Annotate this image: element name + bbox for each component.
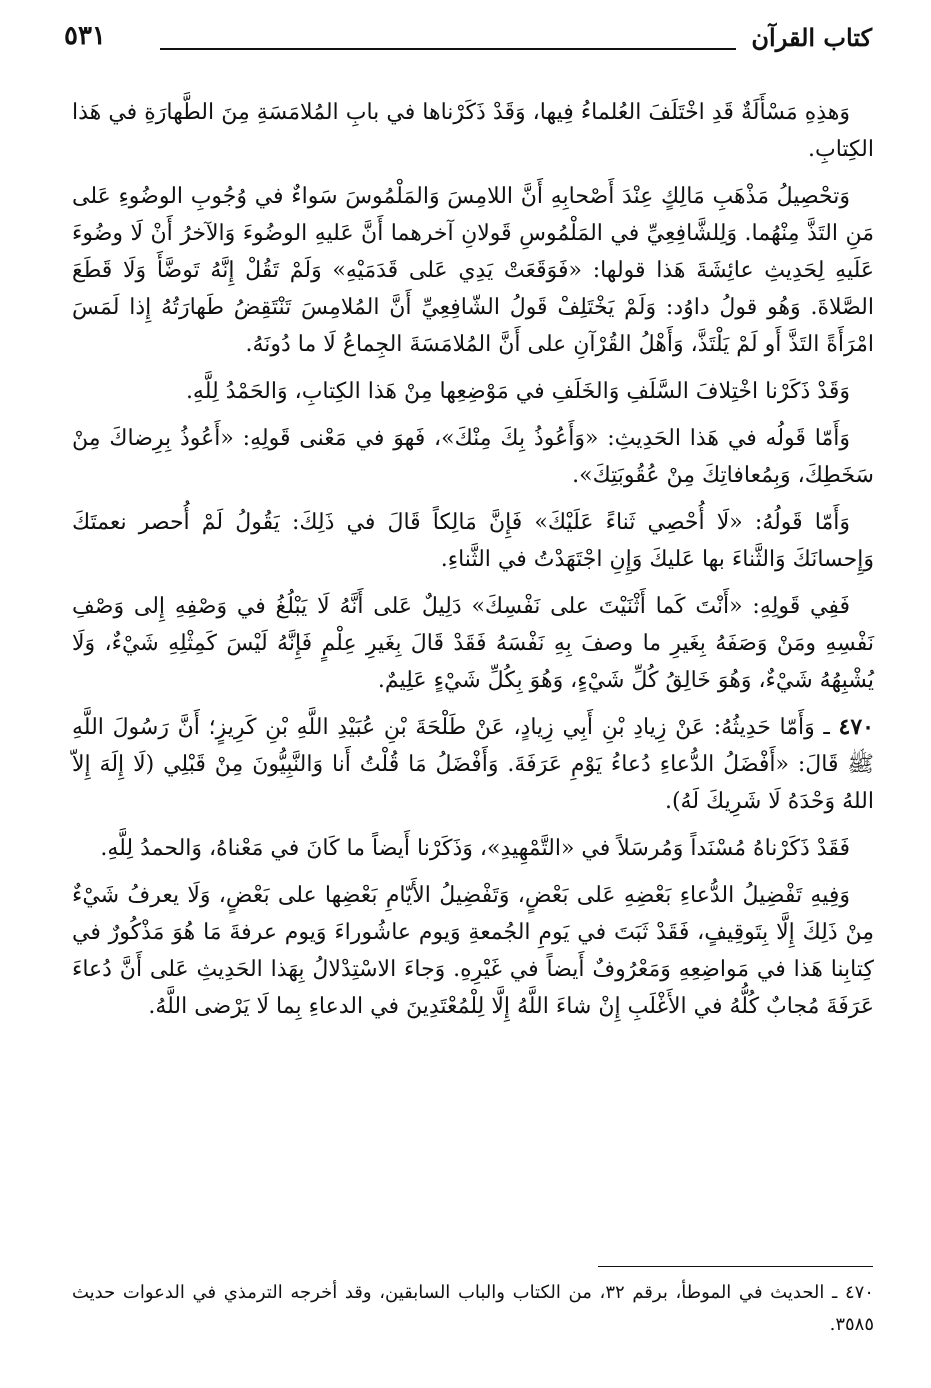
paragraph: وَأَمّا قَولُهُ: «لَا أُحْصِي ثَناءً عَلَيْكَ» فَإِنَّ مَالِكاً قَالَ في ذَلِكَ: يَقُولُ لَمْ أُحصر نعمتَكَ وَإِحسانَكَ وَالثَّناءَ بها عَليكَ وَإِنِ اجْتَهَدْتُ في الثَّناءِ.	[72, 510, 874, 572]
page-header	[64, 18, 872, 58]
paragraph: فَقَدْ ذَكَرْناهُ مُسْنَداً وَمُرسَلاً في «التَّمْهِيدِ»، وَذَكَرْنا أَيضاً ما كَانَ في مَعْناهُ، وَالحمدُ لِلَّهِ.	[100, 836, 850, 861]
footnote-rule	[598, 1266, 873, 1267]
paragraph: فَفِي قَولِهِ: «أَنْتَ كَما أَثْنَيْتَ على نَفْسِكَ» دَلِيلٌ عَلى أَنَّهُ لَا يَبْلُغُ في وَصْفِهِ إِلى وَصْفِ نَفْسِهِ ومَنْ وَصَفَهُ بِغَيرِ ما وصفَ بِهِ نَفْسَهُ فَقَدْ قَالَ بِغَيرِ عِلْمٍ فَإِنَّهُ لَيْسَ كَمِثْلِهِ شَيْءٌ، وَلَا يُشْبِهُهُ شَيْءٌ، وَهُوَ خَالِقُ كُلِّ شَيْءٍ، وَهُوَ بِكُلِّ شَيْءٍ عَلِيمٌ.	[72, 594, 874, 693]
header-rule	[160, 48, 736, 50]
hadith-text: وَأَمّا حَدِيثُهُ: عَنْ زِيادِ بْنِ أَبِي زِيادٍ، عَنْ طَلْحَةَ بْنِ عُبَيْدِ اللَّهِ بْنِ كَرِيزٍ؛ أَنَّ رَسُولَ اللَّهِ ﷺ قَالَ: «أَفْضَلُ الدُّعاءِ دُعاءُ يَوْمِ عَرَفَةَ. وَأَفْضَلُ مَا قُلْتُ أَنا وَالنَّبِيُّونَ مِنْ قَبْلِي (لَا إِلَهَ إِلاّ اللهُ وَحْدَهُ لَا شَرِيكَ لَهُ).	[72, 715, 874, 814]
paragraph: وَتحْصِيلُ مَذْهَبِ مَالِكٍ عِنْدَ أَصْحابِهِ أَنَّ اللامِسَ وَالمَلْمُوسَ سَواءٌ في وُجُوبِ الوضُوءِ عَلى مَنِ التَذَّ مِنْهُما. وَلِلشَّافِعِيِّ في المَلْمُوسِ قَولانِ آخرهما أَنَّ عَليهِ الوضُوءَ وَالآخرُ أَنْ لَا وضُوءَ عَلَيهِ لِحَدِيثِ عائِشَةَ هَذا قولها: «فَوَقَعَتْ يَدِي عَلى قَدَمَيْهِ» وَلَمْ تَقُلْ إِنَّهُ تَوضَّأَ وَلَا قَطَعَ الصَّلاةَ. وَهُو قولُ داوُد: وَلَمْ يَخْتَلِفْ قَولُ الشّافِعِيِّ أَنَّ المُلامِسَ تَنْتَقِضُ طَهارَتُهُ إِذا لَمَسَ امْرَأَةً التَذَّ أَو لَمْ يَلْتَذَّ، وَأَهْلُ القُرْآنِ على أَنَّ المُلامَسَةَ الجِماعُ لَا ما دُونَهُ.	[72, 184, 874, 357]
page-number: ٥٣١	[64, 21, 106, 51]
hadith-number: ٤٧٠	[838, 714, 874, 740]
paragraph: وَفِيهِ تَفْضِيلُ الدُّعاءِ بَعْضِهِ عَلى بَعْضٍ، وَتَفْضِيلُ الأَيّامِ بَعْضِها على بَعْضٍ، وَلَا يعرفُ شَيْءٌ مِنْ ذَلِكَ إِلَّا بِتَوقِيفٍ، فَقَدْ ثَبَتَ في يَومِ الجُمعةِ وَيوم عاشُوراءَ وَيوم عرفةَ مَا هُوَ مَذْكُورٌ في كِتابِنا هَذا في مَواضِعِهِ وَمَعْرُوفٌ أَيضاً في غَيْرِهِ. وَجاءَ الاسْتِدْلالُ بِهَذا الحَدِيثِ عَلى أَنَّ دُعاءَ عَرَفَةَ مُجابٌ كُلُّهُ في الأَغْلَبِ إِنْ شاءَ اللَّهُ إِلَّا لِلْمُعْتَدِينَ في الدعاءِ بِما لَا يَرْضى اللَّهُ.	[72, 883, 874, 1019]
paragraph: وَقَدْ ذَكَرْنا اخْتِلافَ السَّلَفِ وَالخَلَفِ في مَوْضِعِها مِنْ هَذا الكِتابِ، وَالحَمْدُ لِلَّهِ.	[185, 379, 850, 404]
paragraph: وَهذِهِ مَسْأَلَةٌ قَدِ اخْتَلَفَ العُلماءُ فِيها، وَقَدْ ذَكَرْناها في بابِ المُلامَسَةِ مِنَ الطَّهارَةِ في هَذا الكِتابِ.	[72, 100, 874, 162]
main-text	[72, 94, 874, 1035]
chapter-title: كتاب القرآن	[751, 23, 872, 52]
paragraph: وَأَمّا قَولُه في هَذا الحَدِيثِ: «وَأَعُوذُ بِكَ مِنْكَ»، فَهوَ في مَعْنى قَولِهِ: «أَعُوذُ بِرِضاكَ مِنْ سَخَطِكَ، وَبِمُعافاتِكَ مِنْ عُقُوبَتِكَ».	[72, 426, 874, 488]
footnote: ٤٧٠ ـ الحديث في الموطأ، برقم ٣٢، من الكتاب والباب السابقين، وقد أخرجه الترمذي في الدعوات حديث ٣٥٨٥.	[72, 1282, 874, 1335]
hadith-paragraph: ٤٧٠ ـ وَأَمّا حَدِيثُهُ: عَنْ زِيادِ بْنِ أَبِي زِيادٍ، عَنْ طَلْحَةَ بْنِ عُبَيْدِ اللَّهِ بْنِ كَرِيزٍ؛ أَنَّ رَسُولَ اللَّهِ ﷺ قَالَ: «أَفْضَلُ الدُّعاءِ دُعاءُ يَوْمِ عَرَفَةَ. وَأَفْضَلُ مَا قُلْتُ أَنا وَالنَّبِيُّونَ مِنْ قَبْلِي (لَا إِلَهَ إِلاّ اللهُ وَحْدَهُ لَا شَرِيكَ لَهُ).	[72, 714, 874, 814]
